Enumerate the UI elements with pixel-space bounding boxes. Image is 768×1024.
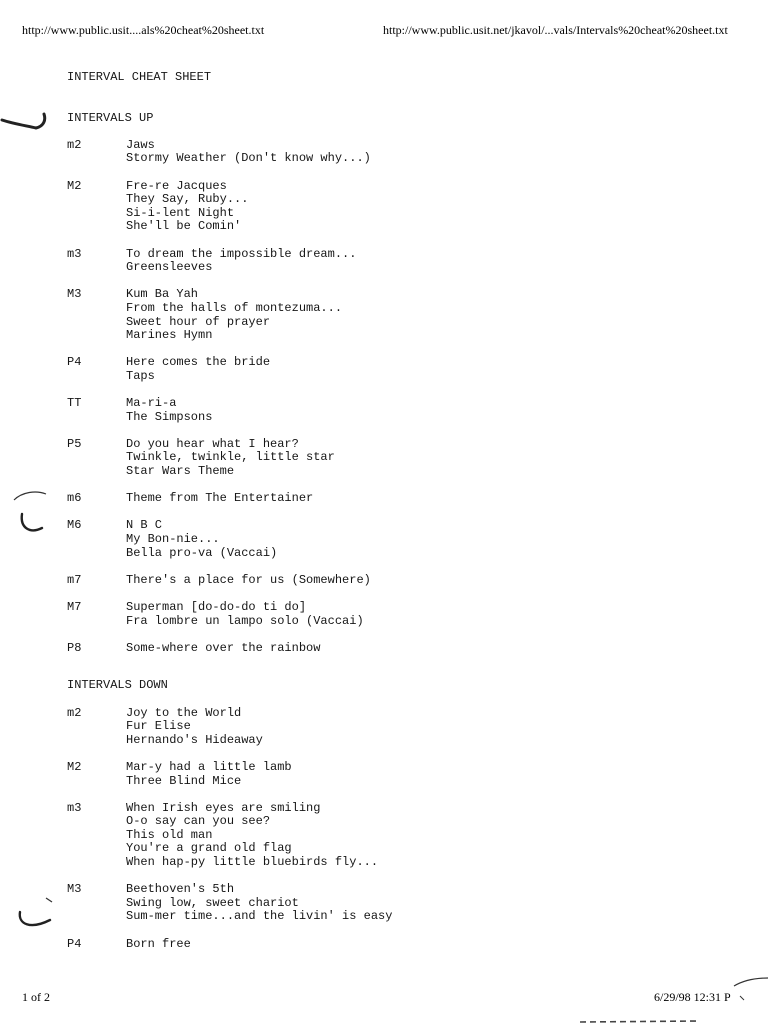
song-line: Kum Ba Yah — [126, 287, 199, 302]
song-line: Fur Elise — [126, 719, 191, 734]
header-left-url: http://www.public.usit....als%20cheat%20sheet.txt — [22, 23, 265, 37]
song-list — [126, 601, 727, 628]
bracket-mark-1 — [2, 114, 45, 128]
smudge-bottom — [580, 1021, 700, 1022]
song-line: Theme from The Entertainer — [126, 491, 314, 506]
song-list — [126, 883, 727, 924]
corner-mark — [734, 978, 768, 986]
interval-label: P4 — [67, 355, 82, 370]
song-line: N B C — [126, 518, 163, 533]
interval-label: m7 — [67, 572, 82, 587]
song-line: Some-where over the rainbow — [126, 640, 321, 655]
song-line: Beethoven's 5th — [126, 882, 235, 897]
interval-entry — [67, 492, 727, 506]
interval-label: m3 — [67, 800, 82, 815]
song-line: Fra lombre un lampo solo (Vaccai) — [126, 613, 364, 628]
song-line: Do you hear what I hear? — [126, 436, 299, 451]
interval-label: M6 — [67, 518, 82, 533]
song-line: Twinkle, twinkle, little star — [126, 450, 335, 465]
interval-entry — [67, 761, 727, 788]
song-list — [126, 802, 727, 870]
song-line: Joy to the World — [126, 705, 242, 720]
song-list — [126, 438, 727, 479]
header-right-url: http://www.public.usit.net/jkavol/...vals/Intervals%20cheat%20sheet.txt — [383, 23, 728, 37]
interval-label: P4 — [67, 936, 82, 951]
song-line: The Simpsons — [126, 409, 213, 424]
song-list — [126, 248, 727, 275]
song-line: When hap-py little bluebirds fly... — [126, 855, 379, 870]
interval-entry — [67, 601, 727, 628]
footer-timestamp: 6/29/98 12:31 P — [654, 990, 731, 1004]
song-line: Si-i-lent Night — [126, 205, 235, 220]
interval-label: TT — [67, 396, 82, 411]
song-line: Fre-re Jacques — [126, 178, 227, 193]
section-heading: INTERVALS UP — [67, 110, 154, 125]
corner-mark-2 — [740, 996, 744, 1000]
interval-label: M7 — [67, 599, 82, 614]
song-line: There's a place for us (Somewhere) — [126, 572, 371, 587]
interval-entry — [67, 139, 727, 166]
song-line: Swing low, sweet chariot — [126, 895, 299, 910]
interval-entry — [67, 574, 727, 588]
interval-entry — [67, 883, 727, 924]
song-list — [126, 642, 727, 656]
bracket-mark-3 — [22, 514, 42, 530]
song-line: They Say, Ruby... — [126, 192, 249, 207]
song-list — [126, 492, 727, 506]
song-list — [126, 707, 727, 748]
song-line: Star Wars Theme — [126, 464, 235, 479]
song-line: Mar-y had a little lamb — [126, 759, 292, 774]
interval-label: M2 — [67, 178, 82, 193]
song-line: Stormy Weather (Don't know why...) — [126, 151, 371, 166]
song-list — [126, 761, 727, 788]
sections — [67, 112, 727, 952]
bracket-mark-4 — [46, 898, 52, 902]
song-line: She'll be Comin' — [126, 219, 242, 234]
song-line: Bella pro-va (Vaccai) — [126, 545, 278, 560]
footer-page-indicator: 1 of 2 — [22, 990, 50, 1004]
interval-entry — [67, 642, 727, 656]
interval-label: M3 — [67, 287, 82, 302]
song-list — [126, 288, 727, 342]
song-list — [126, 139, 727, 166]
song-line: Greensleeves — [126, 260, 213, 275]
bracket-mark-2 — [14, 492, 46, 500]
section-heading: INTERVALS DOWN — [67, 678, 168, 693]
interval-label: m2 — [67, 705, 82, 720]
song-line: To dream the impossible dream... — [126, 246, 357, 261]
interval-entry — [67, 248, 727, 275]
song-line: Marines Hymn — [126, 328, 213, 343]
song-line: This old man — [126, 827, 213, 842]
interval-entry — [67, 180, 727, 234]
page-title: INTERVAL CHEAT SHEET — [67, 70, 212, 84]
song-line: From the halls of montezuma... — [126, 300, 343, 315]
song-line: My Bon-nie... — [126, 532, 220, 546]
interval-label: m6 — [67, 491, 82, 506]
song-list — [126, 180, 727, 234]
interval-entry — [67, 938, 727, 952]
interval-entry — [67, 707, 727, 748]
song-list — [126, 356, 727, 383]
interval-entry — [67, 802, 727, 870]
song-list — [126, 397, 727, 424]
song-line: Superman [do-do-do ti do] — [126, 599, 307, 614]
song-line: Jaws — [126, 137, 155, 152]
interval-entry — [67, 438, 727, 479]
interval-label: M2 — [67, 759, 82, 774]
song-line: O-o say can you see? — [126, 814, 271, 829]
document-body — [67, 71, 727, 951]
interval-entry — [67, 288, 727, 342]
song-list — [126, 519, 727, 560]
interval-list — [67, 707, 727, 952]
interval-list — [67, 139, 727, 656]
interval-label: M3 — [67, 882, 82, 897]
song-line: Ma-ri-a — [126, 396, 177, 411]
song-line: Taps — [126, 368, 155, 383]
song-line: You're a grand old flag — [126, 841, 292, 856]
interval-label: m3 — [67, 246, 82, 261]
song-line: Sum-mer time...and the livin' is easy — [126, 909, 393, 924]
song-line: Three Blind Mice — [126, 773, 242, 788]
song-line: When Irish eyes are smiling — [126, 800, 321, 815]
song-list — [126, 938, 727, 952]
song-line: Sweet hour of prayer — [126, 314, 271, 329]
song-line: Here comes the bride — [126, 355, 271, 370]
interval-label: P5 — [67, 436, 82, 451]
interval-entry — [67, 356, 727, 383]
song-line: Born free — [126, 936, 191, 951]
interval-label: P8 — [67, 640, 82, 655]
song-list — [126, 574, 727, 588]
interval-label: m2 — [67, 137, 82, 152]
interval-entry — [67, 519, 727, 560]
song-line: Hernando's Hideaway — [126, 732, 263, 747]
bracket-mark-5 — [20, 912, 50, 925]
interval-entry — [67, 397, 727, 424]
